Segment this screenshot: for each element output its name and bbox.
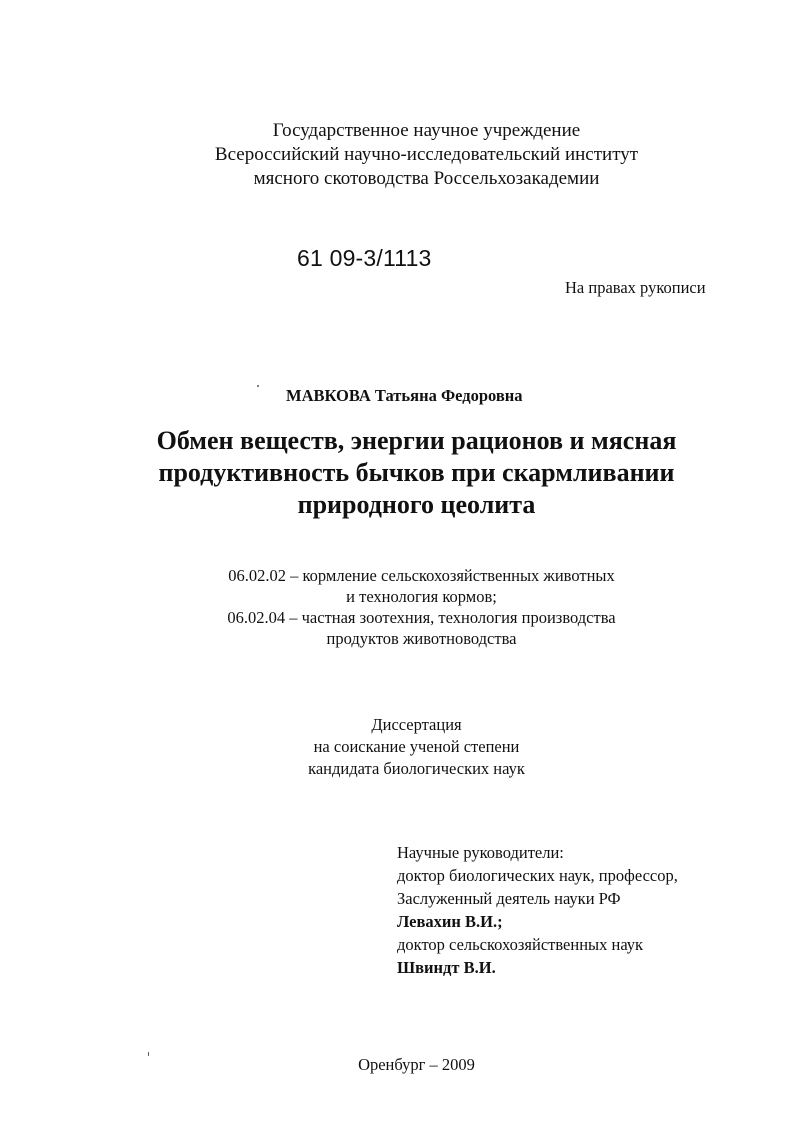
- specialty-line-3: 06.02.04 – частная зоотехния, технология производства: [227, 608, 616, 627]
- specialty-line-4: продуктов животноводства: [326, 629, 517, 648]
- degree-line-3: кандидата биологических наук: [308, 759, 525, 778]
- rights-notice: На правах рукописи: [565, 278, 706, 297]
- specialty-line-2: и технология кормов;: [346, 587, 497, 606]
- advisor-2-name: Швиндт В.И.: [397, 958, 496, 977]
- title-line-2: продуктивность бычков при скармливании: [158, 458, 675, 487]
- institution-line-3: мясного скотоводства Россельхозакадемии: [253, 168, 600, 189]
- author-name: МАВКОВА Татьяна Федоровна: [286, 386, 523, 405]
- scan-speck: [257, 385, 259, 387]
- advisor-1-name: Левахин В.И.;: [397, 912, 503, 931]
- institution-line-1: Государственное научное учреждение: [272, 120, 581, 141]
- scientific-advisors: [397, 841, 678, 979]
- title-line-1: Обмен веществ, энергии рационов и мясная: [156, 426, 677, 455]
- specialty-codes: [50, 565, 793, 649]
- dissertation-title: [40, 425, 793, 521]
- advisor-1-title: Заслуженный деятель науки РФ: [397, 889, 621, 908]
- degree-statement: [40, 714, 793, 780]
- catalog-number: 61 09-3/1113: [297, 245, 432, 271]
- degree-line-1: Диссертация: [371, 715, 462, 734]
- advisors-heading: Научные руководители:: [397, 843, 564, 862]
- city-year: Оренбург – 2009: [358, 1055, 475, 1074]
- institution-line-2: Всероссийский научно-исследовательский институт: [214, 144, 639, 165]
- degree-line-2: на соискание ученой степени: [313, 737, 520, 756]
- specialty-line-1: 06.02.02 – кормление сельскохозяйственных животных: [228, 566, 615, 585]
- advisor-1-degree: доктор биологических наук, профессор,: [397, 866, 678, 885]
- advisor-2-degree: доктор сельскохозяйственных наук: [397, 935, 644, 954]
- title-line-3: природного цеолита: [297, 490, 536, 519]
- institution-header: [60, 119, 793, 191]
